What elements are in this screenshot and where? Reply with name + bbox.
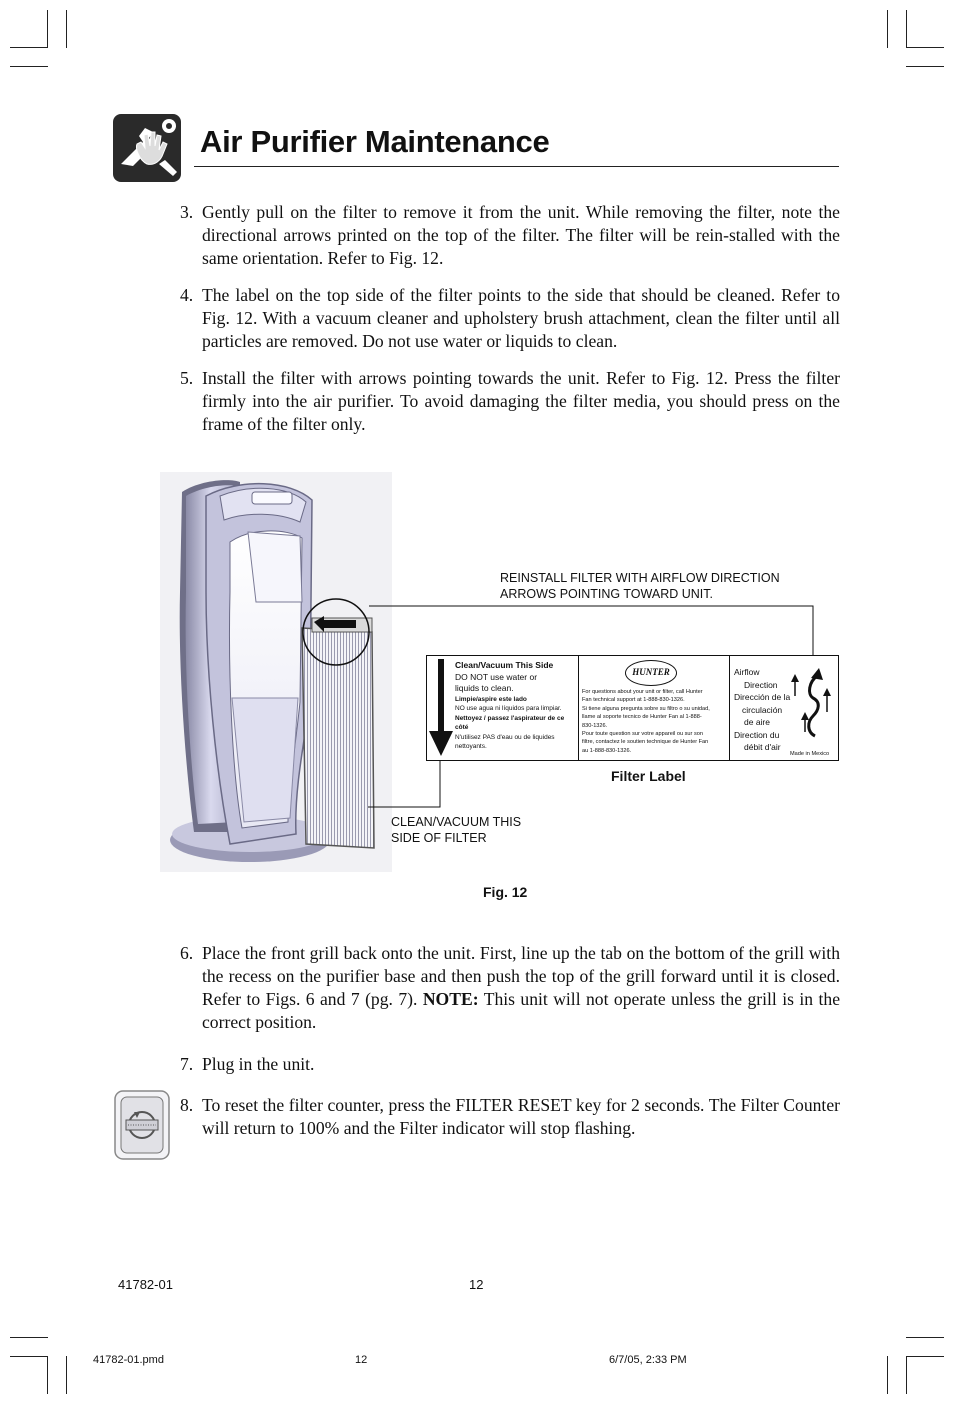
label-airflow-line4: circulación — [742, 704, 783, 715]
figure-caption: Fig. 12 — [483, 884, 528, 900]
page-number: 12 — [469, 1277, 484, 1292]
title-rule — [194, 166, 839, 167]
callout-clean-line1: CLEAN/VACUUM THIS — [391, 815, 522, 829]
arrow-down-icon — [429, 659, 453, 757]
label-clean-line1: DO NOT use water or — [455, 671, 538, 682]
label-mid-line3: Si tiene alguna pregunta sobre su filtro o su unidad, — [582, 705, 710, 712]
label-fr-line1: N'utilisez PAS d'eau ou de liquides — [455, 733, 555, 741]
step-8 — [180, 1094, 840, 1140]
label-airflow-line6: Direction du — [734, 729, 780, 740]
step-number: 3. — [180, 202, 194, 222]
label-clean-line2: liquids to clean. — [455, 683, 514, 693]
hunter-logo — [625, 660, 677, 686]
label-airflow-line5: de aire — [744, 717, 770, 727]
step-number: 6. — [180, 943, 194, 963]
step-text: Install the filter with arrows pointing towards the unit. Refer to Fig. 12. Press the filter firmly into the air purifier. To avoid damaging the filter media, you should press on the frame of the filter only. — [202, 368, 840, 434]
callout-reinstall-line2: ARROWS POINTING TOWARD UNIT. — [500, 587, 713, 601]
filter-label — [426, 655, 839, 761]
step-text: Place the front grill back onto the unit. First, line up the tab on the bottom of the grill with the recess on the purifier base and then push the top of the grill forward until it is closed. Refer to Figs. 6 and 7 (pg. 7). — [202, 943, 840, 1009]
label-mid-line5: 830-1326. — [582, 722, 608, 729]
label-mid-line6: Pour toute question sur votre appareil ou sur son — [582, 731, 703, 738]
page-title: Air Purifier Maintenance — [200, 124, 550, 159]
label-mid-line8: au 1-888-830-1326. — [582, 747, 632, 754]
label-airflow-line3: Dirección de la — [734, 692, 791, 702]
slug-file-name: 41782-01.pmd — [93, 1354, 164, 1366]
slug-timestamp: 6/7/05, 2:33 PM — [609, 1354, 687, 1366]
label-airflow-line7: débit d'air — [744, 742, 781, 752]
callout-reinstall-line1: REINSTALL FILTER WITH AIRFLOW DIRECTION — [500, 571, 780, 585]
step-text: The label on the top side of the filter points to the side that should be cleaned. Refer to Fig. 12. With a vacuum cleaner and upholstery brush attachment, clean the filter until all particles are removed. Do not use water or liquids to clean. — [202, 285, 840, 351]
label-airflow-line1: Airflow — [734, 667, 760, 677]
label-mid-line1: For questions about your unit or filter, call Hunter — [582, 689, 703, 695]
step-text-cont: This unit will not operate unless the grill is in the correct position. — [202, 989, 841, 1032]
filter-label-caption: Filter Label — [611, 768, 686, 784]
step-6 — [180, 942, 840, 1034]
wrench-hand-icon — [113, 114, 181, 182]
label-made-in: Made in Mexico — [790, 751, 830, 757]
step-text: To reset the filter counter, press the FILTER RESET key for 2 seconds. The Filter Counter will return to 100% and the Filter indicator will stop flashing. — [202, 1095, 840, 1138]
step-number: 5. — [180, 368, 194, 388]
label-mid-line4: llame al soporte tecnico de Hunter Fan al 1-888- — [582, 714, 702, 721]
hunter-logo-text: HUNTER — [632, 667, 670, 677]
header-icon — [113, 114, 181, 182]
label-fr-heading: Nettoyez / passez l'aspirateur de ce — [455, 714, 565, 722]
step-3 — [180, 201, 840, 270]
step-4 — [180, 284, 840, 353]
label-fr-line2: nettoyants. — [455, 743, 487, 750]
doc-number: 41782-01 — [118, 1277, 173, 1292]
step-number: 8. — [180, 1095, 194, 1115]
step-7 — [180, 1053, 840, 1076]
label-airflow-line2: Direction — [744, 679, 778, 690]
label-clean-heading: Clean/Vacuum This Side — [455, 660, 554, 670]
label-mid-line2: Fan technical support at 1-888-830-1326. — [582, 697, 685, 704]
step-text: Plug in the unit. — [202, 1054, 315, 1074]
label-es-line1: NO use agua ni líquidos para limpiar. — [455, 705, 562, 712]
callout-clean-line2: SIDE OF FILTER — [391, 831, 487, 845]
label-fr-heading2: côté — [455, 724, 469, 731]
slug-page: 12 — [355, 1354, 368, 1366]
step-5 — [180, 367, 840, 436]
step-note-label: NOTE: — [422, 989, 479, 1009]
label-es-heading: Limpie/aspire este lado — [455, 695, 527, 703]
step-text: Gently pull on the filter to remove it from the unit. While removing the filter, note the directional arrows printed on the top of the filter. The filter will be rein-stalled with the same orientation. Refer to Fig. 12. — [202, 202, 840, 268]
step-number: 7. — [180, 1054, 194, 1074]
step-number: 4. — [180, 285, 194, 305]
label-mid-line7: filtre, contactez le soutien technique de Hunter Fan — [582, 739, 709, 746]
filter-reset-key-icon — [114, 1090, 170, 1160]
airflow-arrows-icon — [787, 666, 833, 738]
